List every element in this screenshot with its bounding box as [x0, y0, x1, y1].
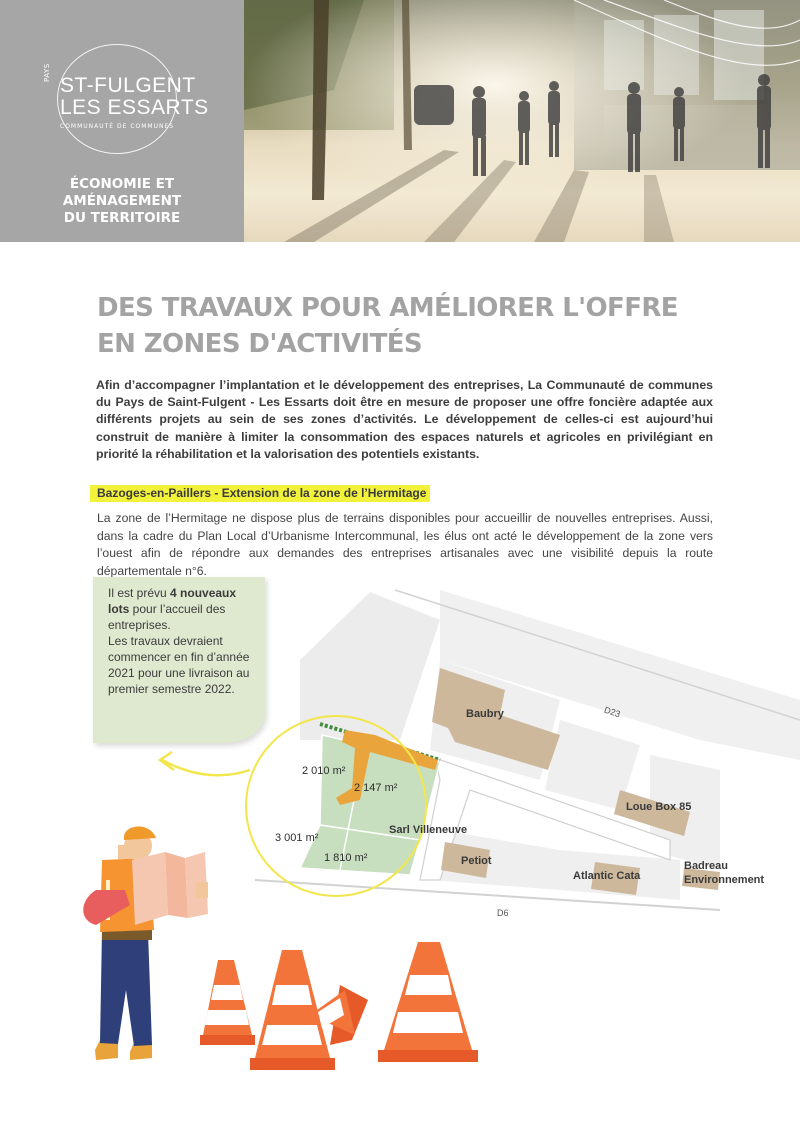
logo-pays: PAYS: [43, 63, 51, 82]
note-text-before: Il est prévu: [108, 586, 171, 600]
lot-label-3: 3 001 m²: [275, 832, 319, 844]
arrow-line: [162, 760, 250, 775]
label-d23: D23: [602, 704, 622, 720]
traffic-cone: [200, 960, 255, 1045]
intro-paragraph: Afin d’accompagner l’implantation et le développement des entreprises, La Communauté de communes du Pays de Saint-Fulgent - Les Essarts doit être en mesure de proposer une offre foncière adaptée aux différents projets au sein de ses zones d’activités. Le développement de celles-ci est aujourd’hui construit de manière à limiter la consommation des espaces naturels et agricoles en privilégiant en priorité la réhabilitation et la valorisation des potentiels existants.: [96, 378, 713, 461]
traffic-cone: [378, 942, 478, 1062]
label-badreau-1: Badreau: [684, 860, 729, 872]
label-loue-box: Loue Box 85: [626, 801, 692, 813]
page-title-line2: EN ZONES D'ACTIVITÉS: [97, 329, 422, 359]
street-photo: [244, 0, 800, 242]
logo-subtitle: COMMUNAUTÉ DE COMMUNES: [60, 123, 175, 130]
label-baubry: Baubry: [466, 708, 504, 720]
street-photo-art: [244, 0, 800, 242]
label-petiot: Petiot: [461, 855, 492, 867]
lot-label-2: 2 147 m²: [354, 782, 398, 794]
section-title-line2: AMÉNAGEMENT: [62, 193, 182, 209]
lot-label-4: 1 810 m²: [324, 852, 368, 864]
label-atlantic: Atlantic Cata: [573, 870, 641, 882]
page-header: [0, 0, 800, 242]
note-text-line2: Les travaux devraient commencer en fin d’année 2021 pour une livraison au premier semestre 2022.: [108, 634, 250, 696]
section-title-line1: ÉCONOMIE ET: [69, 176, 175, 192]
logo-line2: LES ESSARTS: [60, 96, 209, 119]
section-title: [0, 176, 244, 227]
page-title-line1: DES TRAVAUX POUR AMÉLIORER L'OFFRE: [97, 293, 678, 323]
label-sarl: Sarl Villeneuve: [389, 824, 468, 836]
arrow-head: [160, 752, 174, 770]
page-title: [97, 290, 678, 362]
label-badreau-2: Environnement: [684, 874, 765, 886]
logo-line1: ST-FULGENT: [60, 74, 196, 97]
brand-panel: [0, 0, 244, 242]
label-d6: D6: [497, 908, 509, 918]
community-logo[interactable]: [40, 44, 210, 154]
body-paragraph: La zone de l’Hermitage ne dispose plus de terrains disponibles pour accueillir de nouvelles entreprises. Aussi, dans la cadre du Plan Local d’Urbanisme Intercommunal, les élus ont acté le développement de la zone vers l’ouest afin de répondre aux demandes des entreprises artisanales avec une visibilité depuis la route départementale n°6.: [97, 511, 713, 578]
paper-map: [132, 852, 208, 925]
note-text-bold: 4 nouveaux lots: [108, 586, 237, 616]
subheading: Bazoges-en-Paillers - Extension de la zone de l’Hermitage: [97, 486, 427, 500]
note-text-after: pour l’accueil des entreprises.: [108, 602, 226, 632]
section-title-line3: DU TERRITOIRE: [63, 210, 181, 226]
construction-illustration: [0, 820, 800, 1132]
lot-label-1: 2 010 m²: [302, 765, 346, 777]
